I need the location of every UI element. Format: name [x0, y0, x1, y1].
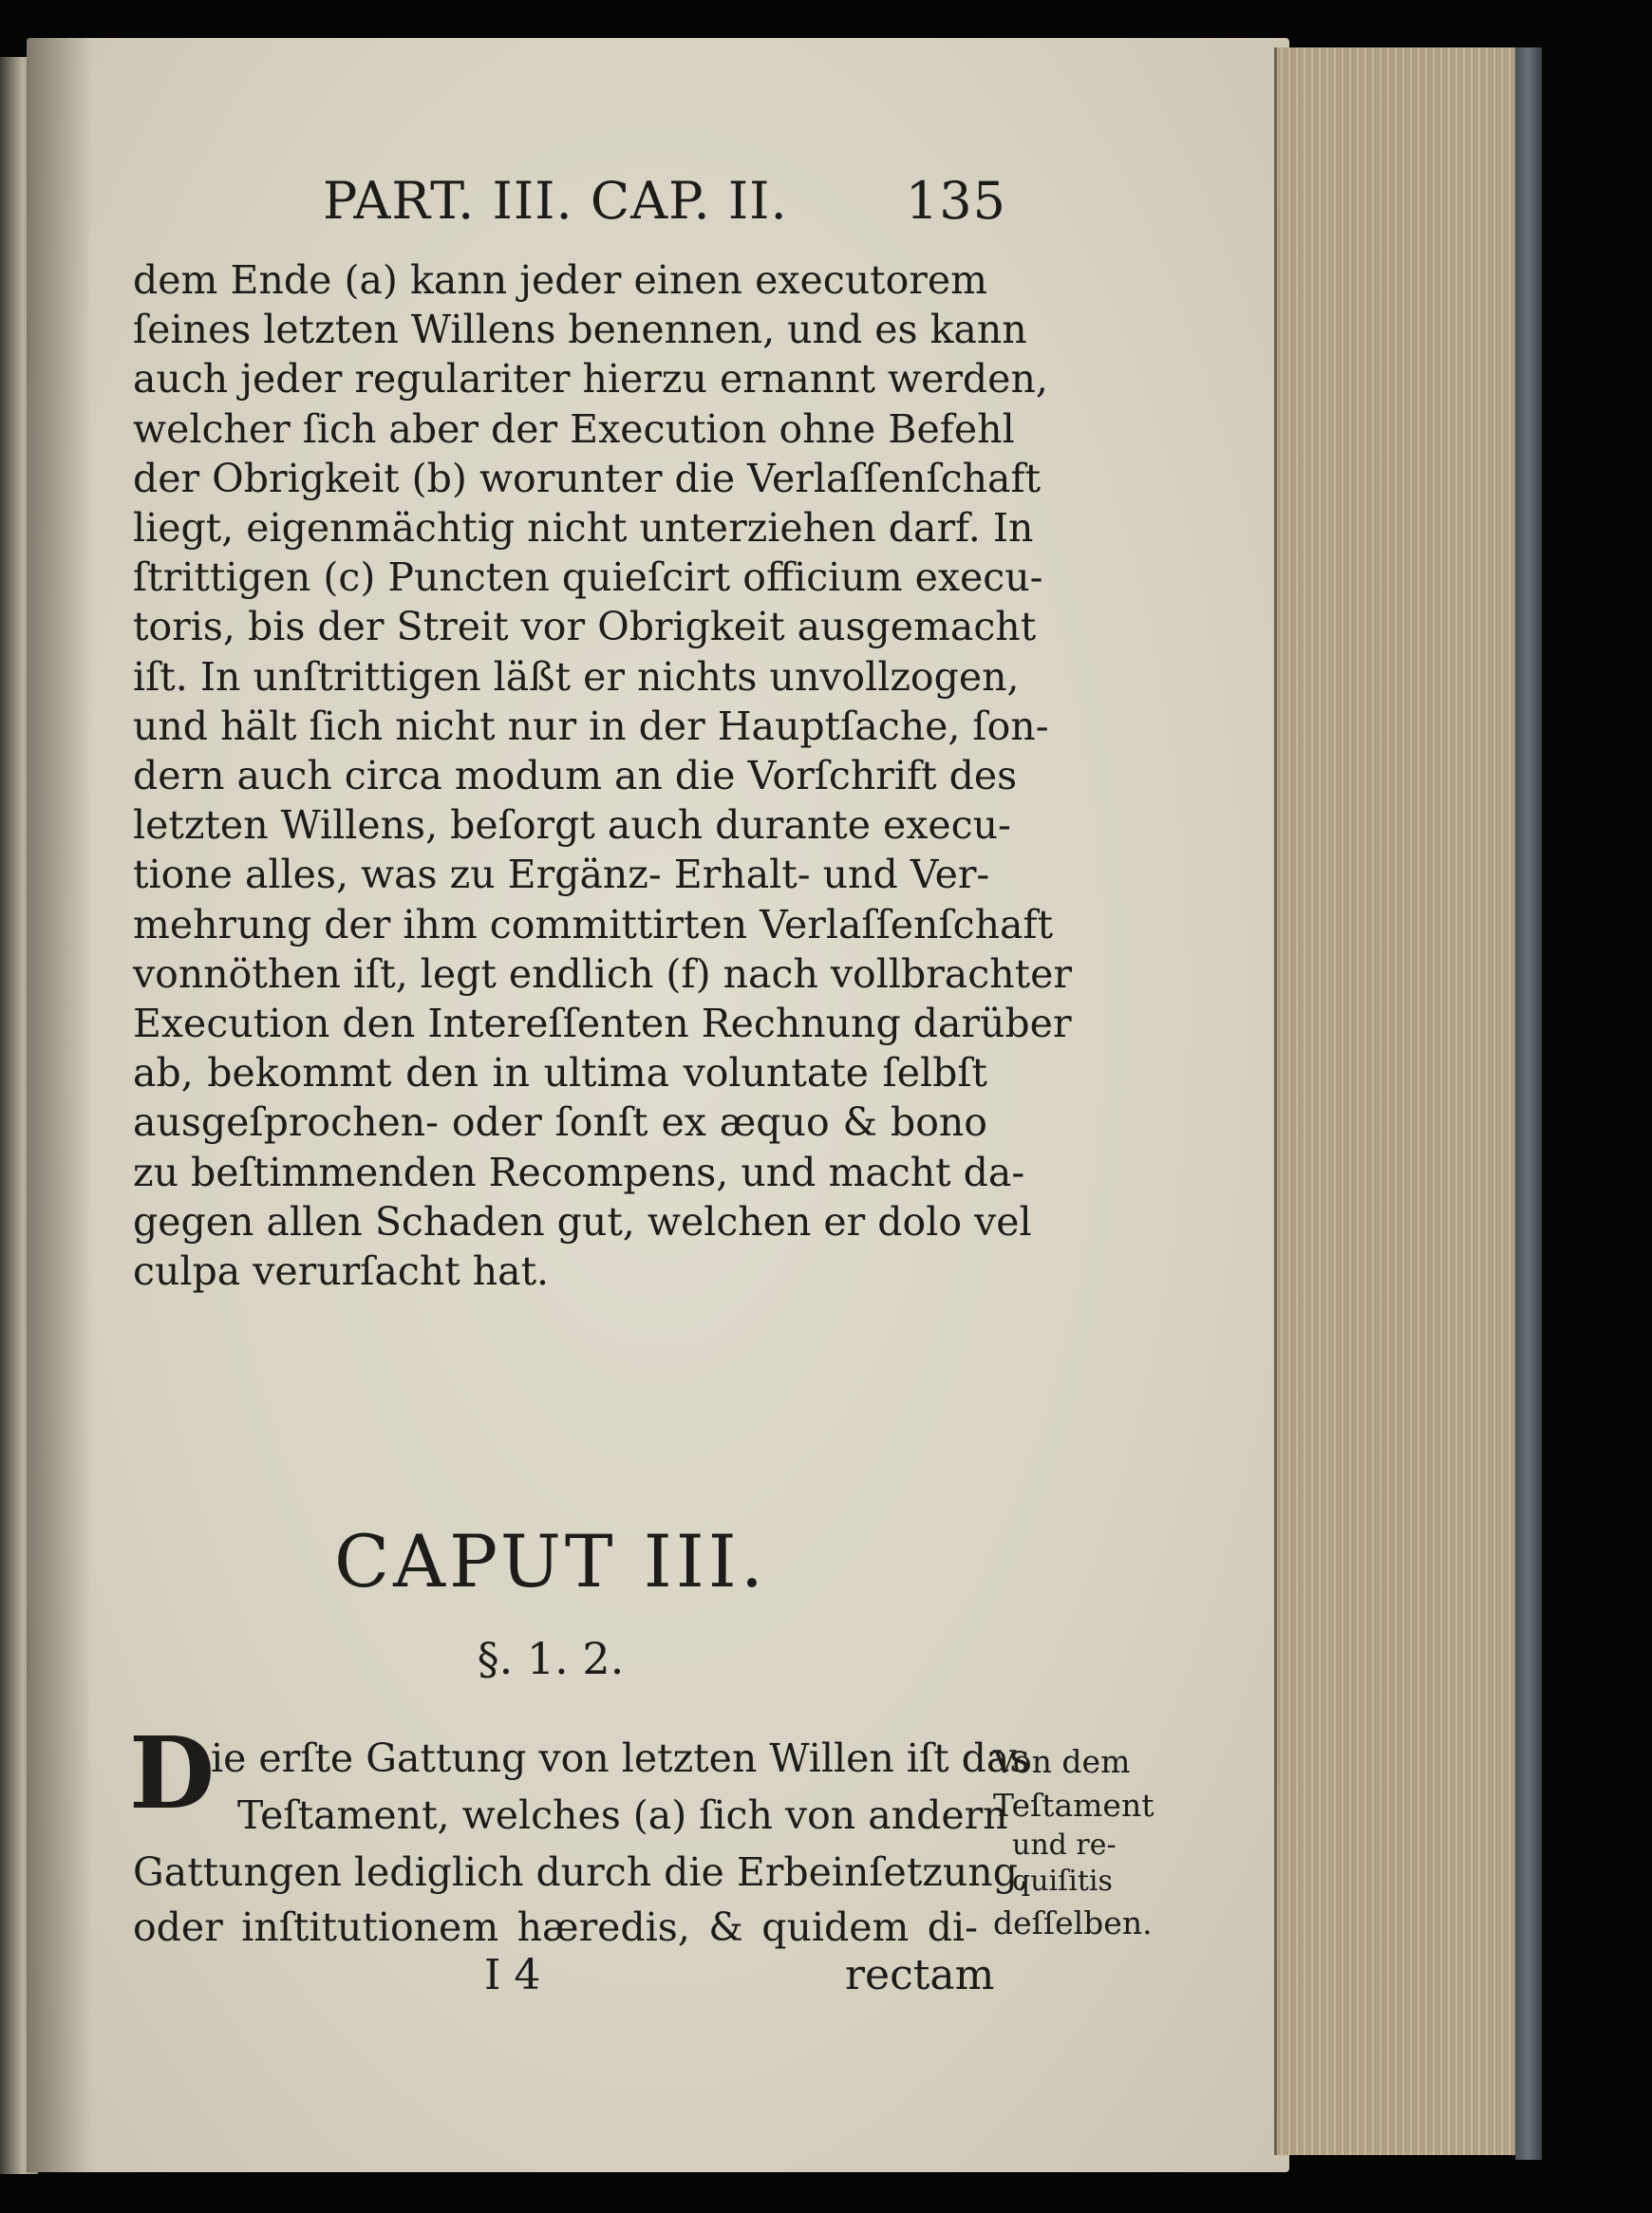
body-line: ſeines letzten Willens benennen, und es kann	[133, 307, 1027, 353]
body-line: und hält ſich nicht nur in der Hauptſache, ſon-	[133, 703, 1049, 749]
marginal-note-line: deſſelben.	[993, 1904, 1153, 1941]
body-line: liegt, eigenmächtig nicht unterziehen darf. In	[133, 505, 1034, 551]
signature-mark: I 4	[484, 1951, 541, 1999]
section-heading: §. 1. 2.	[477, 1633, 625, 1684]
gutter-shadow	[27, 38, 93, 2172]
paragraph-line: Gattungen lediglich durch die Erbeinſetzung,	[133, 1849, 1030, 1895]
body-line: mehrung der ihm committirten Verlaſſenſchaft	[133, 901, 1054, 947]
marginal-note-line: Teſtament	[993, 1787, 1155, 1824]
paragraph-line: ie erſte Gattung von letzten Willen iſt das	[211, 1735, 1030, 1781]
body-line: culpa verurſacht hat.	[133, 1248, 550, 1294]
body-line: ausgeſprochen- oder ſonſt ex æquo & bono	[133, 1099, 987, 1146]
body-line: ſtrittigen (c) Puncten quieſcirt officium execu-	[133, 554, 1043, 601]
chapter-heading: CAPUT III.	[334, 1519, 767, 1603]
body-line: dern auch circa modum an die Vorſchrift des	[133, 753, 1018, 798]
body-line: der Obrigkeit (b) worunter die Verlaſſenſchaft	[133, 455, 1042, 501]
page-edges	[1274, 47, 1524, 2155]
page-number: 135	[905, 171, 1006, 231]
marginal-note-line: Von dem	[993, 1743, 1131, 1780]
body-line: letzten Willens, beſorgt auch durante execu-	[133, 802, 1011, 849]
running-header	[323, 171, 1006, 237]
body-line: iſt. In unſtrittigen läßt er nichts unvollzogen,	[133, 653, 1020, 700]
body-line: gegen allen Schaden gut, welchen er dolo vel	[133, 1198, 1032, 1245]
marginal-note-line: quiſitis	[1012, 1865, 1113, 1898]
body-line: dem Ende (a) kann jeder einen executorem	[133, 257, 987, 303]
body-line: Execution den Intereſſenten Rechnung darüber	[133, 1001, 1072, 1046]
body-line: vonnöthen iſt, legt endlich (f) nach vollbrachter	[133, 950, 1072, 997]
body-line: ab, bekommt den in ultima voluntate ſelbſt	[133, 1050, 987, 1097]
paragraph-line: Teſtament, welches (a) ſich von andern	[237, 1792, 1008, 1838]
body-line: toris, bis der Streit vor Obrigkeit ausgemacht	[133, 604, 1037, 650]
paragraph-line: oder inſtitutionem hæredis, & quidem di-	[133, 1904, 978, 1950]
body-line: tione alles, was zu Ergänz- Erhalt- und Ver-	[133, 852, 990, 898]
catchword: rectam	[845, 1951, 995, 1999]
body-line: auch jeder regulariter hierzu ernannt werden,	[133, 356, 1048, 403]
marginal-note-line: und re-	[1012, 1829, 1117, 1862]
book-cover-edge	[1515, 47, 1542, 2160]
drop-cap: D	[129, 1715, 216, 1831]
running-title: PART. III. CAP. II.	[323, 171, 788, 231]
body-line: zu beſtimmenden Recompens, und macht da-	[133, 1149, 1025, 1195]
body-line: welcher ſich aber der Execution ohne Befehl	[133, 405, 1015, 452]
